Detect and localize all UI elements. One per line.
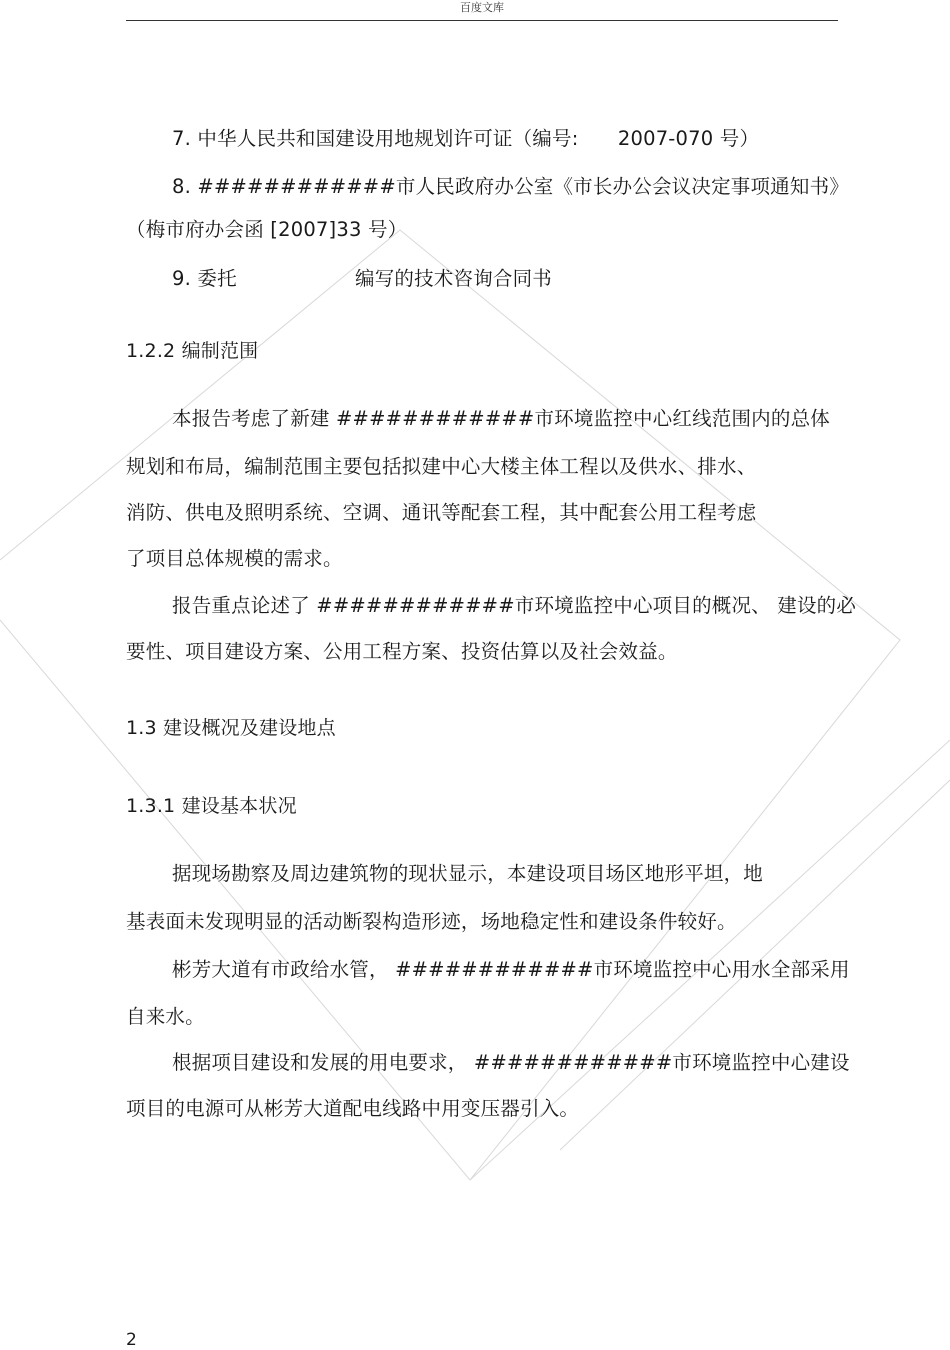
list-item-8: 8. ############市人民政府办公室《市长办公会议决定事项通知书》 bbox=[172, 175, 849, 198]
paragraph-line: 本报告考虑了新建 ############市环境监控中心红线范围内的总体 bbox=[172, 407, 830, 430]
paragraph-line: 基表面未发现明显的活动断裂构造形迹，场地稳定性和建设条件较好。 bbox=[126, 910, 737, 933]
section-heading-1-3-1: 1.3.1 建设基本状况 bbox=[126, 795, 297, 817]
list-item-7: 7. 中华人民共和国建设用地规划许可证（编号: 2007-070 号） bbox=[172, 127, 760, 150]
paragraph-line: 了项目总体规模的需求。 bbox=[126, 547, 343, 570]
paragraph-line: 要性、项目建设方案、公用工程方案、投资估算以及社会效益。 bbox=[126, 640, 678, 663]
paragraph-line: 自来水。 bbox=[126, 1005, 205, 1028]
paragraph-line: 消防、供电及照明系统、空调、通讯等配套工程，其中配套公用工程考虑 bbox=[126, 501, 757, 524]
section-heading-1-3: 1.3 建设概况及建设地点 bbox=[126, 717, 336, 739]
list-item-8-cont: （梅市府办会函 [2007]33 号） bbox=[126, 218, 408, 241]
paragraph-line: 根据项目建设和发展的用电要求， ############市环境监控中心建设 bbox=[172, 1051, 850, 1074]
section-heading-1-2-2: 1.2.2 编制范围 bbox=[126, 340, 259, 362]
paragraph-line: 规划和布局，编制范围主要包括拟建中心大楼主体工程以及供水、排水、 bbox=[126, 455, 757, 478]
paragraph-line: 据现场勘察及周边建筑物的现状显示，本建设项目场区地形平坦，地 bbox=[172, 862, 764, 885]
paragraph-line: 项目的电源可从彬芳大道配电线路中用变压器引入。 bbox=[126, 1097, 580, 1120]
page-number: 2 bbox=[126, 1330, 137, 1350]
list-item-9: 9. 委托 编写的技术咨询合同书 bbox=[172, 267, 553, 290]
paragraph-line: 彬芳大道有市政给水管， ############市环境监控中心用水全部采用 bbox=[172, 958, 850, 981]
paragraph-line: 报告重点论述了 ############市环境监控中心项目的概况、 建设的必 bbox=[172, 594, 857, 617]
page-header: 百度文库 bbox=[126, 0, 838, 21]
